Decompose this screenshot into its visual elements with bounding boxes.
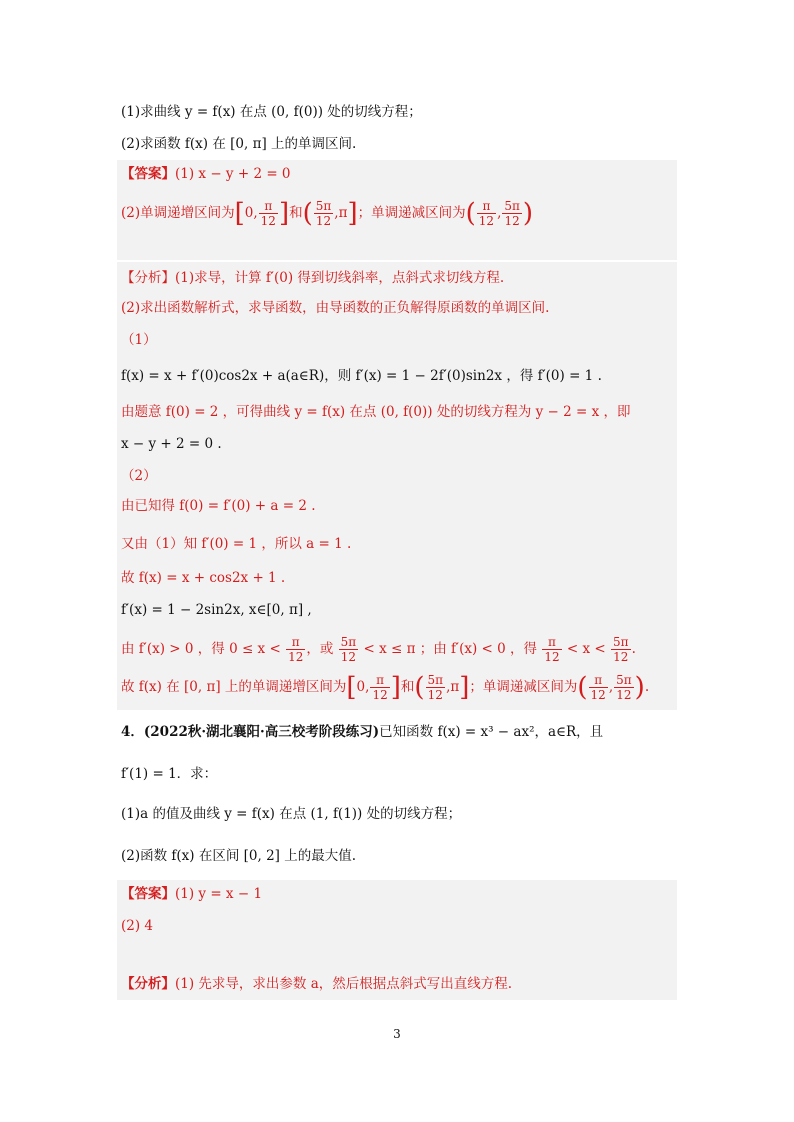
analysis-section-1: （1） <box>121 332 157 348</box>
answer-2-part-2: (2) 4 <box>121 918 154 934</box>
question-part-2: (2)求函数 f(x) 在 [0, π] 上的单调区间. <box>121 136 357 152</box>
analysis-2-line-1 <box>121 974 512 994</box>
answer-label: 【答案】 <box>121 166 175 182</box>
text: ，或 <box>306 641 334 657</box>
answer-part-1: (1) x − y + 2 = 0 <box>175 166 291 182</box>
question-4-line-2: f′(1) = 1．求： <box>121 766 218 782</box>
interval-end: ,π <box>334 205 348 221</box>
fraction: $\frac{\pi}{12}$ <box>260 199 276 228</box>
analysis-line-2: (2)求出函数解析式，求导函数，由导函数的正负解得原函数的单调区间. <box>121 300 550 316</box>
fraction: $\frac{5\pi}{12}$ <box>340 635 357 664</box>
question-4-part-1: (1)a 的值及曲线 y = f(x) 在点 (1, f(1)) 处的切线方程； <box>121 806 462 822</box>
analysis-line-4: f(x) = x + f′(0)cos2x + a(a∈R)，则 f′(x) = 1 − 2f′(0)sin2x ，得 f′(0) = 1 . <box>121 368 602 384</box>
fraction: $\frac{\pi}{12}$ <box>590 673 606 702</box>
analysis-label: 【分析】 <box>121 976 175 992</box>
answer-2-line-1 <box>121 884 262 904</box>
fraction: $\frac{\pi}{12}$ <box>372 673 388 702</box>
text: ；单调递减区间为 <box>469 679 578 695</box>
analysis-line-1: 【分析】(1)求导，计算 f′(0) 得到切线斜率，点斜式求切线方程. <box>121 270 505 286</box>
interval-end: ,π <box>446 679 460 695</box>
analysis-line-11: f′(x) = 1 − 2sin2x, x∈[0, π] , <box>121 602 312 618</box>
answer-2-part-1: (1) y = x − 1 <box>175 886 263 902</box>
text: 由 f′(x) > 0 ，得 0 ≤ x < <box>121 641 281 657</box>
answer-label: 【答案】 <box>121 886 175 902</box>
text: . <box>631 641 636 657</box>
analysis-line-10: 故 f(x) = x + cos2x + 1 . <box>121 570 286 586</box>
fraction: $\frac{5\pi}{12}$ <box>616 673 632 702</box>
analysis-line-9: 又由（1）知 f′(0) = 1 ，所以 a = 1 . <box>121 536 352 552</box>
and-text: 和 <box>289 205 303 221</box>
fraction: $\frac{5\pi}{12}$ <box>427 673 444 702</box>
analysis-section-2: （2） <box>121 468 157 484</box>
question-4-part-2: (2)函数 f(x) 在区间 [0, 2] 上的最大值. <box>121 848 357 864</box>
fraction: $\frac{5\pi}{12}$ <box>504 199 520 228</box>
decreasing-text: ；单调递减区间为 <box>357 205 466 221</box>
question-4-line-1 <box>121 722 603 742</box>
question-4-text: 已知函数 f(x) = x³ − ax²，a∈R，且 <box>379 724 604 740</box>
interval-start: 0, <box>244 205 258 221</box>
analysis-line-8: 由已知得 f(0) = f′(0) + a = 2 . <box>121 498 316 514</box>
interval-start: 0, <box>356 679 370 695</box>
question-4-source: 4．(2022秋·湖北襄阳·高三校考阶段练习) <box>121 724 380 740</box>
comma: , <box>608 679 614 695</box>
answer-part-2: (2)单调递增区间为[0, $\frac{\pi}{12}$ ]和( $\frac{5\pi}{12}$ ,π]；单调递减区间为( $\frac{\pi}{12}$ , $\frac{5\pi}{12}$ ) <box>121 198 534 229</box>
answer-part-2-text: (2)单调递增区间为 <box>121 205 235 221</box>
text: 和 <box>400 679 415 695</box>
text: . <box>644 679 650 695</box>
answer-1 <box>121 164 291 184</box>
text: < x ≤ π ；由 f′(x) < 0 ，得 <box>363 641 538 657</box>
fraction: $\frac{\pi}{12}$ <box>288 635 304 664</box>
analysis-2-text: (1) 先求导，求出参数 a，然后根据点斜式写出直线方程. <box>175 976 513 992</box>
page-number: 3 <box>393 1027 401 1041</box>
analysis-line-5: 由题意 f(0) = 2 ，可得曲线 y = f(x) 在点 (0, f(0)) 处的切线方程为 y − 2 = x ，即 <box>121 404 631 420</box>
text: 故 f(x) 在 [0, π] 上的单调递增区间为 <box>121 679 347 695</box>
question-part-1: (1)求曲线 y = f(x) 在点 (0, f(0)) 处的切线方程； <box>121 104 422 120</box>
analysis-line-12 <box>121 632 636 666</box>
fraction: $\frac{\pi}{12}$ <box>544 635 560 664</box>
text: < x < <box>566 641 606 657</box>
analysis-line-13: 故 f(x) 在 [0, π] 上的单调递增区间为[0, $\frac{\pi}{12}$ ]和( $\frac{5\pi}{12}$ ,π]；单调递减区间为( $\frac{\pi}{12}$ , $\frac{5\pi}{12}$ ). <box>121 672 650 703</box>
fraction: $\frac{5\pi}{12}$ <box>613 635 629 664</box>
fraction: $\frac{\pi}{12}$ <box>478 199 495 228</box>
analysis-line-6: x − y + 2 = 0 . <box>121 436 222 452</box>
fraction: $\frac{5\pi}{12}$ <box>315 199 332 228</box>
